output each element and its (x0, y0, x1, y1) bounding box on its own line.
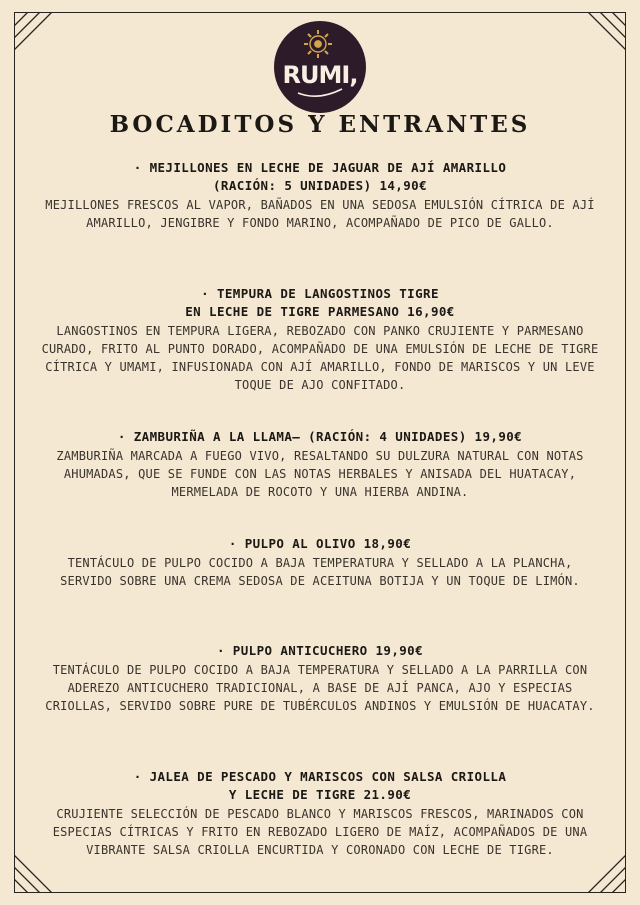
item-name-line: · JALEA DE PESCADO Y MARISCOS CON SALSA CRIOLLA (133, 769, 507, 784)
corner-ornament-icon (576, 12, 626, 62)
menu-item (40, 159, 600, 232)
item-description: ZAMBURIÑA MARCADA A FUEGO VIVO, RESALTANDO SU DULZURA NATURAL CON NOTAS AHUMADAS, QUE SE FUNDE CON LAS NOTAS HERBALES Y ANISADA DEL HUATACAY, MERMELADA DE ROCOTO Y UNA HIERBA ANDINA. (56, 449, 584, 499)
item-name-line: · ZAMBURIÑA A LA LLAMA– (RACIÓN: 4 UNIDADES) 19,90€ (117, 429, 523, 444)
menu-item (40, 428, 600, 501)
menu-item (40, 285, 600, 394)
logo-wordmark: RUMI, (282, 61, 358, 89)
item-name-line: · TEMPURA DE LANGOSTINOS TIGRE (201, 286, 439, 301)
item-description: CRUJIENTE SELECCIÓN DE PESCADO BLANCO Y MARISCOS FRESCOS, MARINADOS CON ESPECIAS CÍTRICAS Y FRITO EN REBOZADO LIGERO DE MAÍZ, ACOMPAÑADOS DE UNA VIBRANTE SALSA CRIOLLA ENCURTIDA Y CORONADO CON LECHE DE TIGRE. (52, 807, 588, 857)
menu-item (40, 768, 600, 859)
menu-item (40, 642, 600, 715)
item-name-line: Y LECHE DE TIGRE 21.90€ (228, 787, 412, 802)
item-name-line: (RACIÓN: 5 UNIDADES) 14,90€ (213, 178, 427, 193)
page-title: BOCADITOS Y ENTRANTES (109, 111, 531, 138)
item-name-line: · MEJILLONES EN LECHE DE JAGUAR DE AJÍ AMARILLO (133, 160, 507, 175)
item-name-line: EN LECHE DE TIGRE PARMESANO 16,90€ (185, 304, 455, 319)
restaurant-logo (274, 21, 366, 113)
item-description: MEJILLONES FRESCOS AL VAPOR, BAÑADOS EN UNA SEDOSA EMULSIÓN CÍTRICA DE AJÍ AMARILLO, JENGIBRE Y FONDO MARINO, ACOMPAÑADO DE PICO DE GALLO. (45, 198, 595, 230)
item-name-line: · PULPO AL OLIVO 18,90€ (228, 536, 412, 551)
menu-item (40, 535, 600, 590)
item-name-line: · PULPO ANTICUCHERO 19,90€ (216, 643, 424, 658)
item-description: TENTÁCULO DE PULPO COCIDO A BAJA TEMPERATURA Y SELLADO A LA PARRILLA CON ADEREZO ANTICUCHERO TRADICIONAL, A BASE DE AJÍ PANCA, AJO Y ESPECIAS CRIOLLAS, SERVIDO SOBRE PURE DE TUBÉRCULOS ANDINOS Y EMULSIÓN DE HUACATAY. (45, 663, 595, 713)
item-description: LANGOSTINOS EN TEMPURA LIGERA, REBOZADO CON PANKO CRUJIENTE Y PARMESANO CURADO, FRITO AL PUNTO DORADO, ACOMPAÑADO DE UNA EMULSIÓN DE LECHE DE TIGRE CÍTRICA Y UMAMI, INFUSIONADA CON AJÍ AMARILLO, FONDO DE MARISCOS Y UN LEVE TOQUE DE AJO CONFITADO. (41, 324, 599, 392)
item-description: TENTÁCULO DE PULPO COCIDO A BAJA TEMPERATURA Y SELLADO A LA PLANCHA, SERVIDO SOBRE UNA CREMA SEDOSA DE ACEITUNA BOTIJA Y UN TOQUE DE LIMÓN. (60, 556, 580, 588)
corner-ornament-icon (14, 12, 64, 62)
